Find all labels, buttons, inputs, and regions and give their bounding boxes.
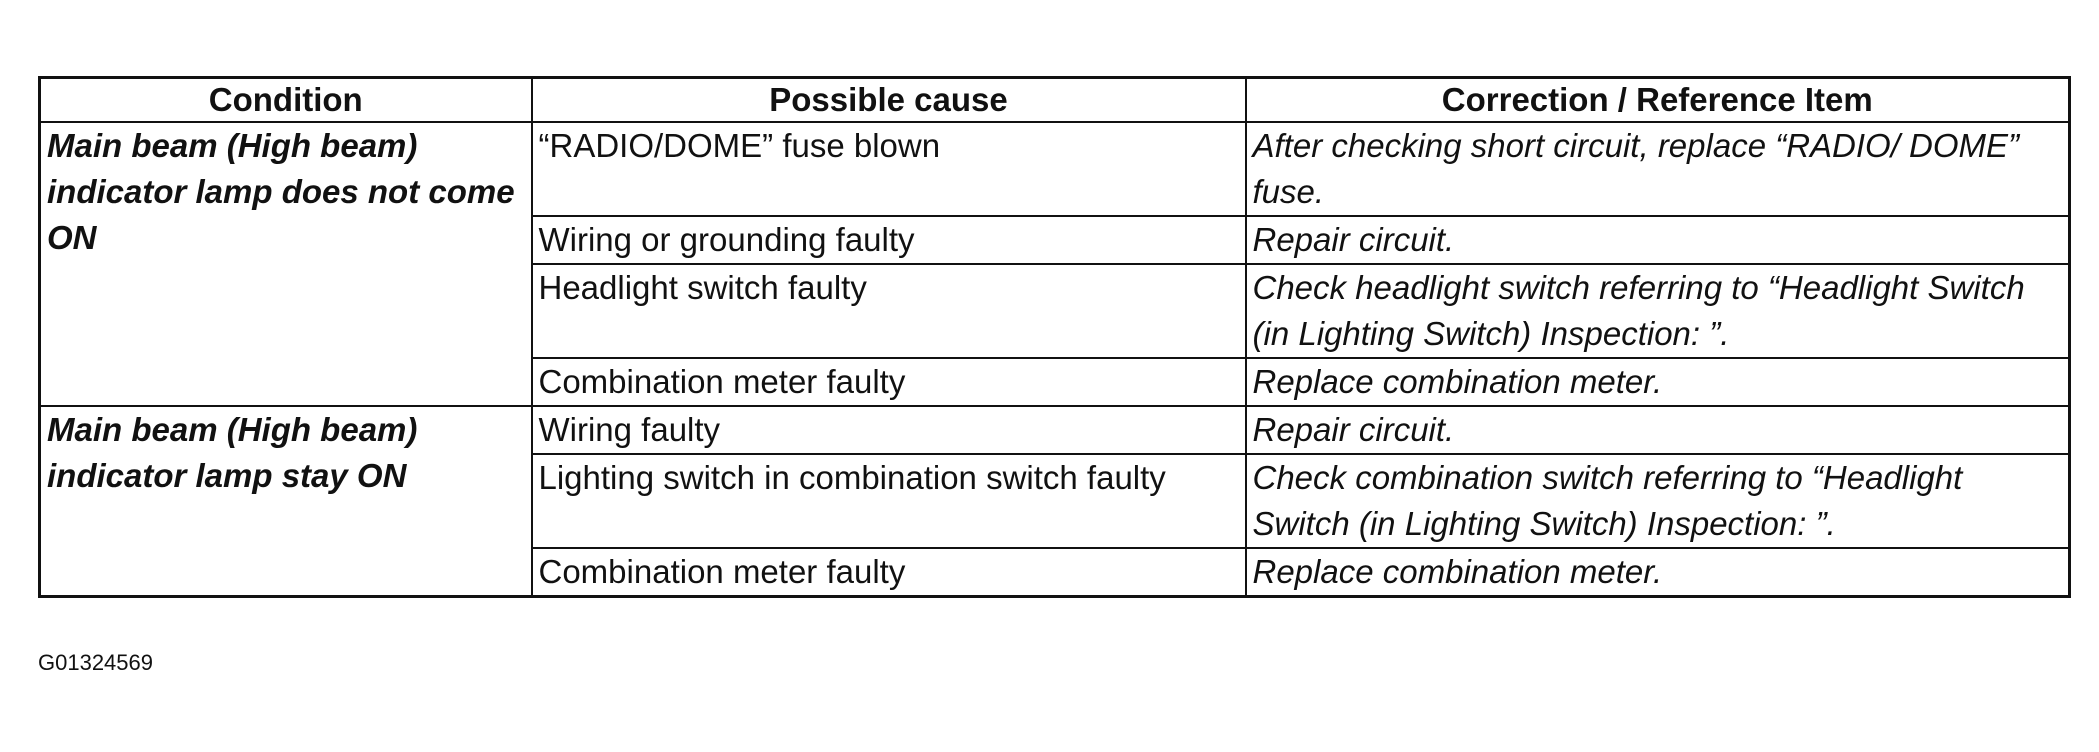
- correction-cell: Replace combination meter.: [1246, 358, 2070, 406]
- cause-cell: Wiring or grounding faulty: [532, 216, 1246, 264]
- correction-cell: Repair circuit.: [1246, 216, 2070, 264]
- condition-cell: Main beam (High beam) indicator lamp does not come ON: [40, 122, 532, 406]
- table-row: [40, 122, 2070, 216]
- figure-id: G01324569: [38, 650, 153, 675]
- correction-cell: Check combination switch referring to “Headlight Switch (in Lighting Switch) Inspection: ”.: [1246, 454, 2070, 548]
- cause-cell: Combination meter faulty: [532, 358, 1246, 406]
- correction-cell: After checking short circuit, replace “RADIO/ DOME” fuse.: [1246, 122, 2070, 216]
- cause-cell: Combination meter faulty: [532, 548, 1246, 597]
- cause-cell: Wiring faulty: [532, 406, 1246, 454]
- table-row: [40, 406, 2070, 454]
- header-possible-cause: Possible cause: [532, 78, 1246, 123]
- header-condition: Condition: [40, 78, 532, 123]
- cause-cell: “RADIO/DOME” fuse blown: [532, 122, 1246, 216]
- correction-cell: Check headlight switch referring to “Headlight Switch (in Lighting Switch) Inspection: ”.: [1246, 264, 2070, 358]
- diagnosis-table: [38, 76, 2071, 598]
- header-row: [40, 78, 2070, 123]
- correction-cell: Replace combination meter.: [1246, 548, 2070, 597]
- cause-cell: Lighting switch in combination switch faulty: [532, 454, 1246, 548]
- cause-cell: Headlight switch faulty: [532, 264, 1246, 358]
- correction-cell: Repair circuit.: [1246, 406, 2070, 454]
- condition-cell: Main beam (High beam) indicator lamp stay ON: [40, 406, 532, 597]
- header-correction: Correction / Reference Item: [1246, 78, 2070, 123]
